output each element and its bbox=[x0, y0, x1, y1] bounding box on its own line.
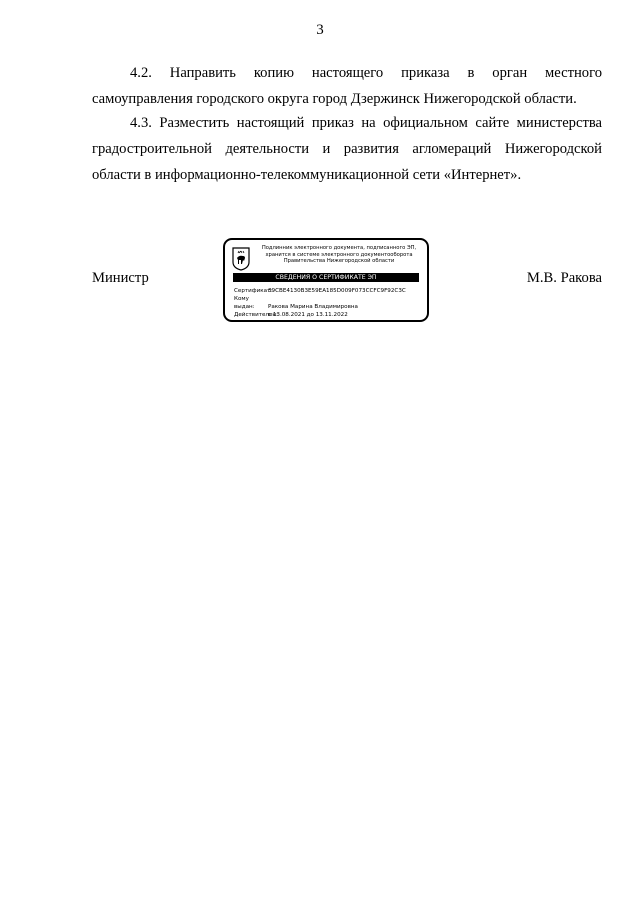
stamp-header-line: Правительства Нижегородской области bbox=[283, 258, 395, 265]
stamp-header-line: хранится в системе электронного документооборота bbox=[265, 251, 413, 258]
signer-title: Министр bbox=[92, 270, 149, 286]
paragraph-4-3-text: 4.3. Разместить настоящий приказ на официальном сайте министерства градостроительной деятельности и развития агломераций Нижегородской области в информационно-телекоммуникационной сети «Интернет». bbox=[92, 115, 602, 183]
stamp-header bbox=[253, 245, 425, 265]
signer-name: М.В. Ракова bbox=[526, 270, 602, 286]
valid-row bbox=[234, 311, 406, 319]
paragraph-4-2 bbox=[92, 60, 602, 112]
issued-to-label: Кому выдан: bbox=[234, 296, 255, 310]
certificate-value: 39CBE4130B3E59EA185D009F073CCFC9F92C3C bbox=[268, 288, 406, 294]
certificate-row bbox=[234, 287, 406, 295]
stamp-certificate-bar: СВЕДЕНИЯ О СЕРТИФИКАТЕ ЭП bbox=[233, 273, 419, 282]
paragraph-4-3 bbox=[92, 110, 602, 188]
nizhny-novgorod-deer-emblem-icon bbox=[232, 247, 250, 271]
stamp-details bbox=[234, 287, 406, 319]
page-number: 3 bbox=[316, 22, 324, 38]
certificate-label: Сертификат: bbox=[234, 288, 273, 294]
paragraph-4-2-text: 4.2. Направить копию настоящего приказа в орган местного самоуправления городского округа город Дзержинск Нижегородской области. bbox=[92, 65, 602, 107]
stamp-header-line: Подлинник электронного документа, подписанного ЭП, bbox=[261, 245, 417, 251]
issued-to-value: Ракова Марина Владимировна bbox=[268, 304, 358, 310]
valid-label: Действителен: bbox=[234, 312, 278, 318]
electronic-signature-stamp bbox=[223, 238, 429, 322]
valid-value: с 13.08.2021 до 13.11.2022 bbox=[268, 312, 348, 318]
issued-to-row bbox=[234, 295, 406, 311]
